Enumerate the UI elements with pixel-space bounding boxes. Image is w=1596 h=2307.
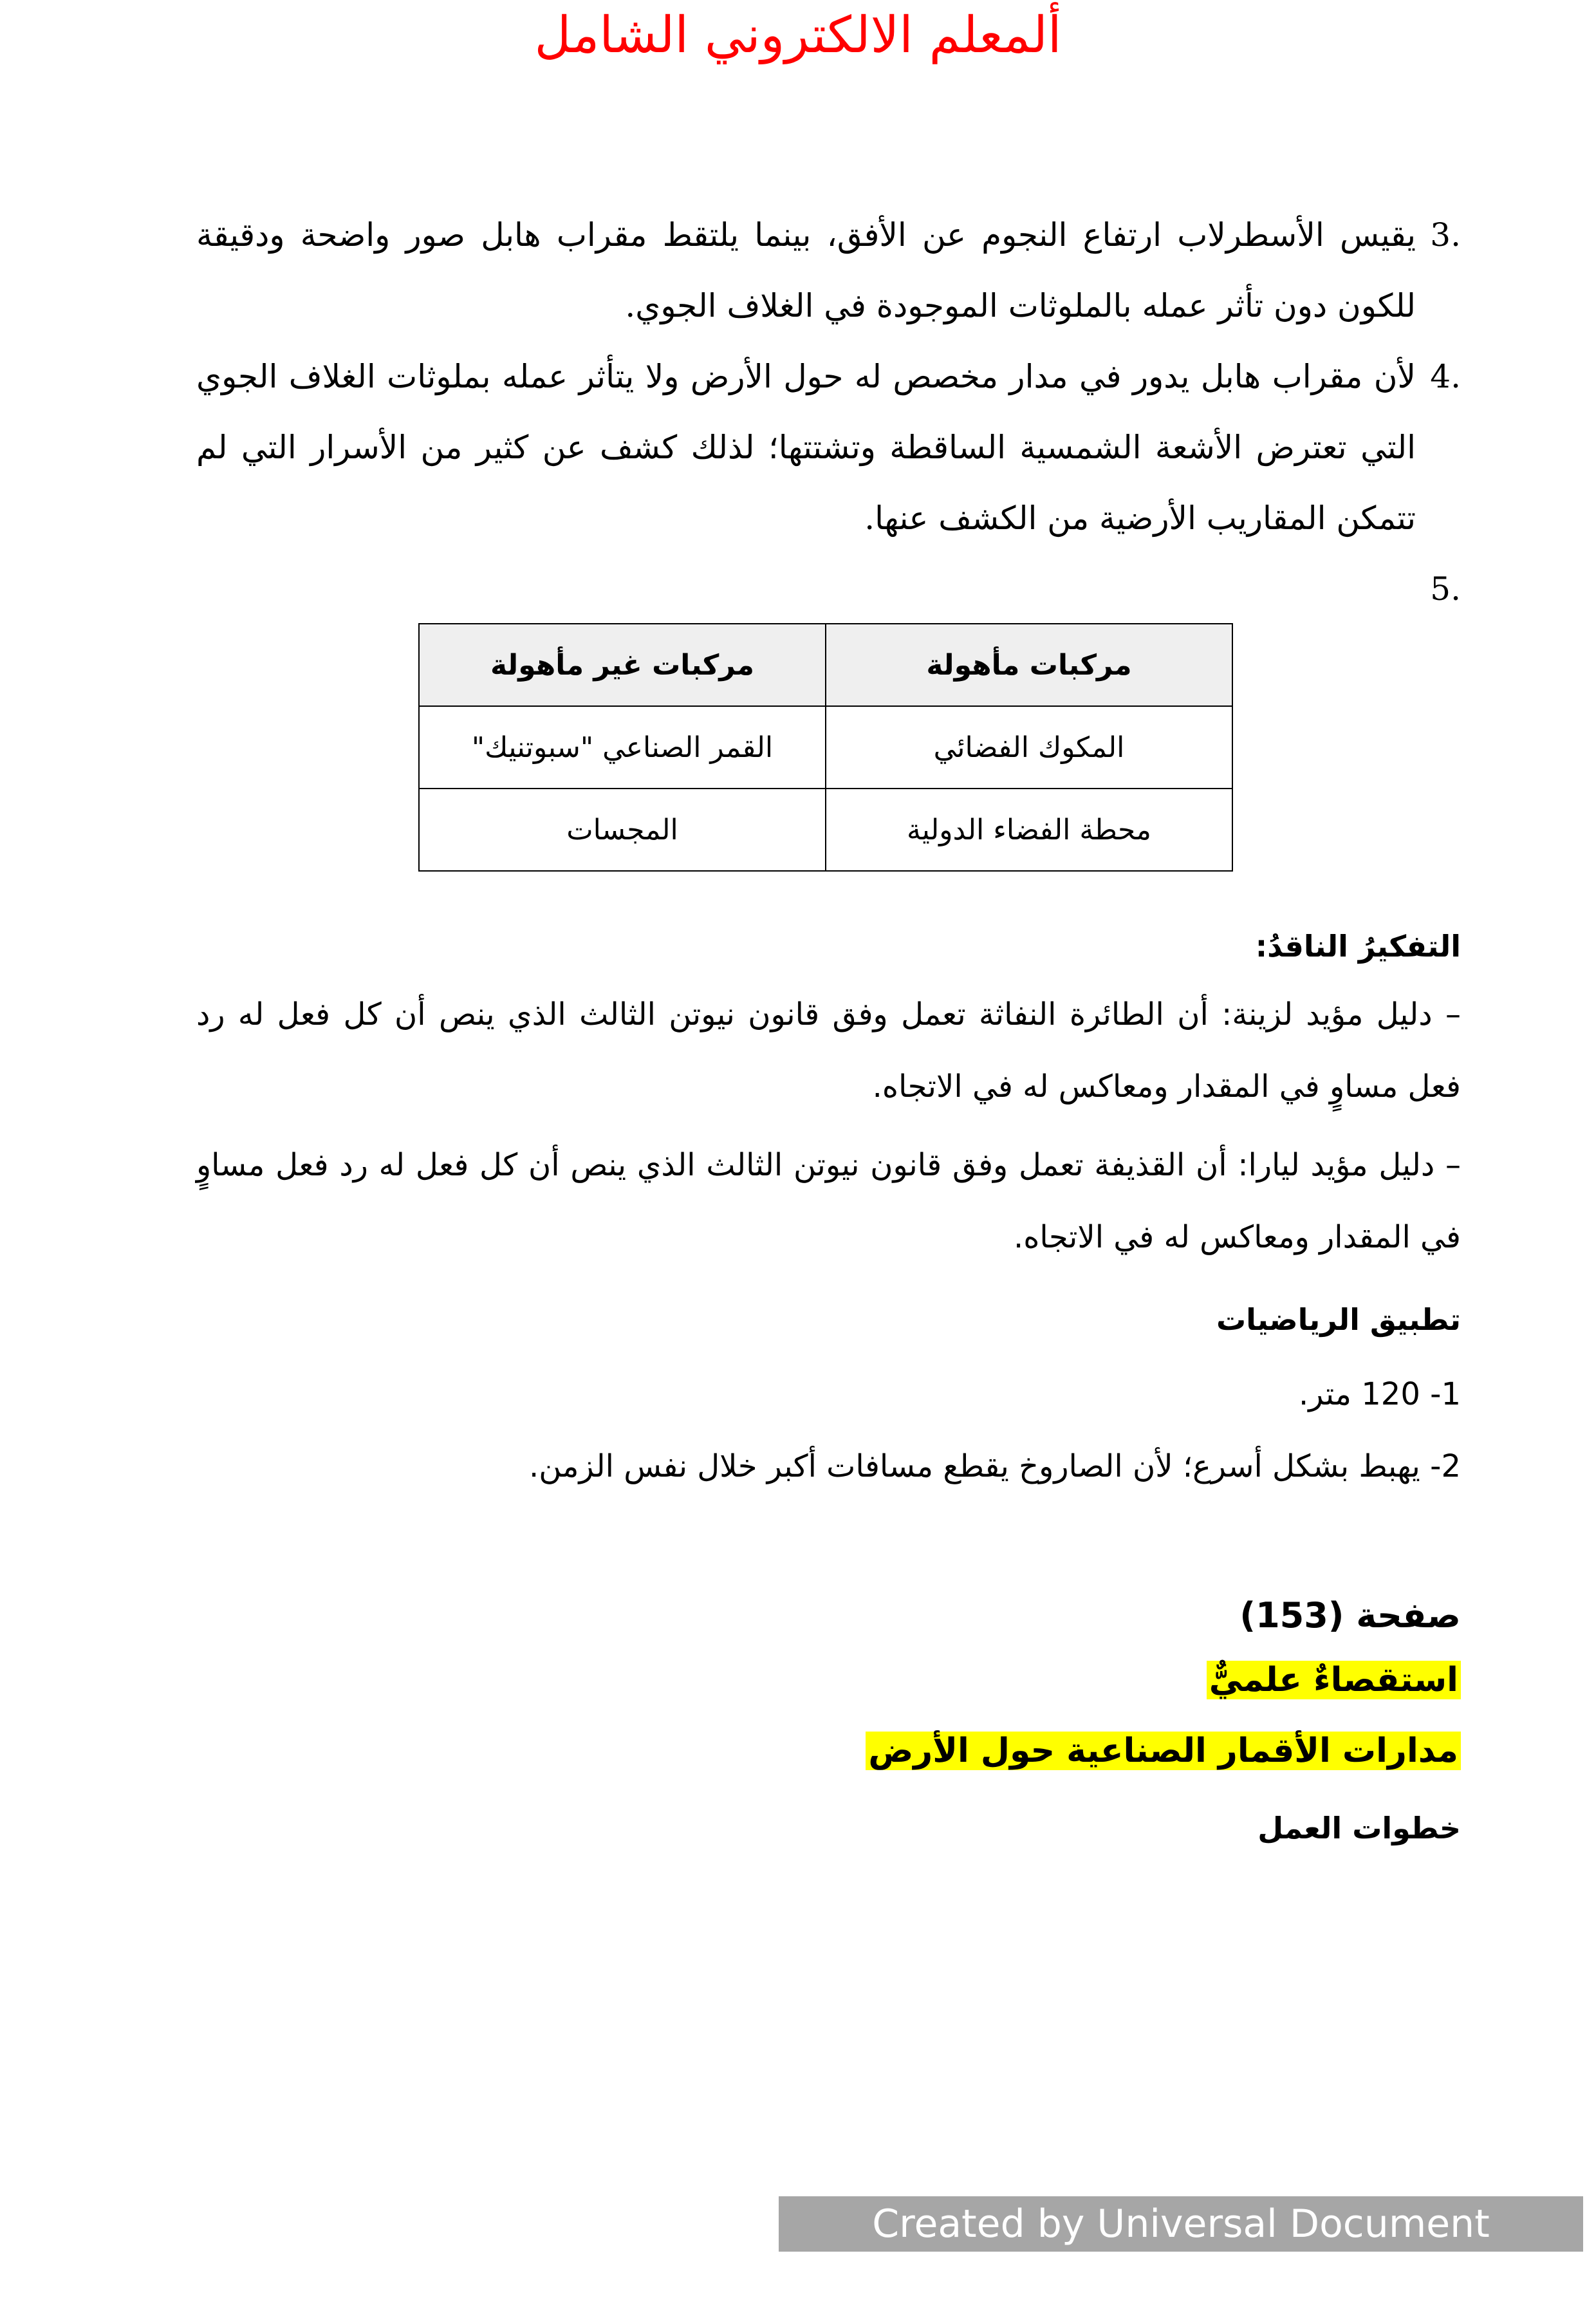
evidence-zeina: – دليل مؤيد لزينة: أن الطائرة النفاثة تعمل وفق قانون نيوتن الثالث الذي ينص أن كل فعل له رد فعل مساوٍ في المقدار ومعاكس له في الاتجاه. [196, 996, 1461, 1105]
evidence-yara: – دليل مؤيد ليارا: أن القذيفة تعمل وفق قانون نيوتن الثالث الذي ينص أن كل فعل له رد فعل مساوٍ في المقدار ومعاكس له في الاتجاه. [196, 1147, 1461, 1255]
answer-5 [196, 554, 1461, 618]
math-section [196, 1287, 1461, 1502]
converter-watermark: Created by Universal Document Converter [779, 2196, 1583, 2252]
critical-thinking-heading: التفكيرُ الناقدُ: [1255, 929, 1461, 964]
table-cell: محطة الفضاء الدولية [826, 789, 1232, 871]
math-answer-1: 1- 120 متر. [1299, 1376, 1461, 1412]
table-header-row [419, 624, 1232, 706]
answer-number: 3. [1430, 216, 1461, 254]
critical-thinking-section [196, 914, 1461, 1273]
table-header-cell: مركبات غير مأهولة [419, 624, 826, 706]
inquiry-section [196, 1583, 1461, 1860]
table-header-cell: مركبات مأهولة [826, 624, 1232, 706]
answer-3 [196, 200, 1461, 341]
math-heading: تطبيق الرياضيات [1216, 1302, 1461, 1337]
orbits-heading: مدارات الأقمار الصناعية حول الأرض [866, 1732, 1461, 1770]
math-answer-2: 2- يهبط بشكل أسرع؛ لأن الصاروخ يقطع مسافات أكبر خلال نفس الزمن. [529, 1448, 1461, 1484]
table-row [419, 706, 1232, 789]
table-cell: القمر الصناعي "سبوتنيك" [419, 706, 826, 789]
work-steps-heading: خطوات العمل [1257, 1811, 1461, 1845]
table-row [419, 789, 1232, 871]
answer-text: يقيس الأسطرلاب ارتفاع النجوم عن الأفق، بينما يلتقط مقراب هابل صور واضحة ودقيقة للكون دون تأثر عمله بالملوثات الموجودة في الغلاف الجوي. [196, 216, 1416, 324]
page-title: ألمعلم الالكتروني الشامل [534, 6, 1062, 64]
page-number-label: صفحة (153) [1239, 1595, 1461, 1636]
table-cell: المجسات [419, 789, 826, 871]
table-cell: المكوك الفضائي [826, 706, 1232, 789]
inquiry-heading: استقصاءٌ علميٌّ [1207, 1661, 1461, 1699]
answer-number: 5. [1430, 570, 1461, 608]
answer-4 [196, 341, 1461, 554]
answer-text: لأن مقراب هابل يدور في مدار مخصص له حول الأرض ولا يتأثر عمله بملوثات الغلاف الجوي التي تعترض الأشعة الشمسية الساقطة وتشتتها؛ لذلك كشف عن كثير من الأسرار التي لم تتمكن المقاريب الأرضية من الكشف عنها. [196, 358, 1416, 537]
answer-number: 4. [1430, 358, 1461, 395]
vehicles-table [418, 623, 1233, 872]
answers-block [196, 200, 1461, 618]
